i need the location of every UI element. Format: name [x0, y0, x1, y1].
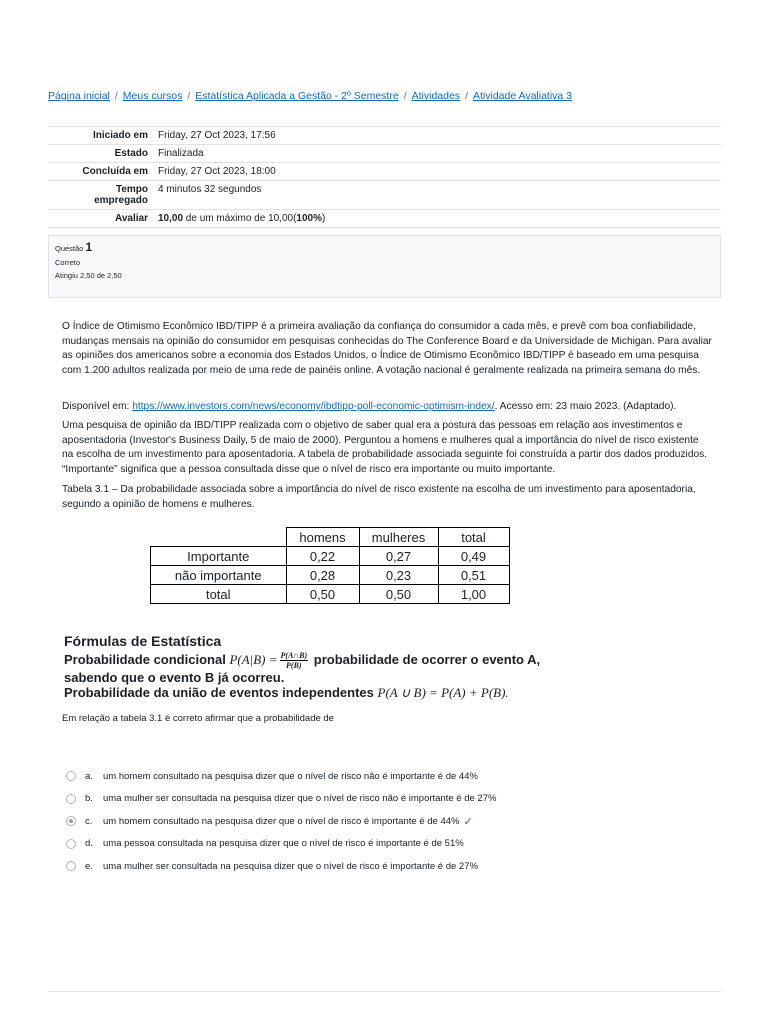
- table-row: [151, 566, 510, 585]
- summary-row-time: [48, 180, 721, 209]
- breadcrumb-assignment-link[interactable]: Atividade Avaliativa 3: [472, 90, 573, 102]
- answer-text: uma pessoa consultada na pesquisa dizer que o nível de risco é importante é de 51%: [103, 838, 464, 850]
- question-info-box: [48, 235, 721, 298]
- conditional-text-line-2: sabendo que o evento B já ocorreu.: [64, 670, 285, 685]
- union-label: Probabilidade da união de eventos independentes: [64, 685, 374, 700]
- completed-label: Concluída em: [82, 166, 148, 177]
- grade-max: de um máximo de 10,00(: [183, 213, 297, 224]
- fraction-numerator: P(A∩B): [280, 651, 308, 660]
- table-cell: 0,50: [359, 585, 438, 604]
- started-value: Friday, 27 Oct 2023, 17:56: [158, 130, 276, 141]
- formulas-block: [64, 633, 704, 700]
- conditional-lhs: P(A|B) =: [229, 651, 278, 667]
- question-number-value: 1: [85, 240, 93, 254]
- time-value: 4 minutos 32 segundos: [158, 184, 262, 195]
- summary-row-grade: [48, 209, 721, 228]
- time-label-line-1: Tempo: [115, 184, 148, 195]
- table-cell: 0,50: [286, 585, 359, 604]
- table-cell: 0,22: [286, 547, 359, 566]
- radio-button[interactable]: [66, 861, 76, 871]
- formulas-title: Fórmulas de Estatística: [64, 633, 222, 649]
- grade-value: [158, 213, 721, 224]
- time-label-line-2: empregado: [94, 195, 148, 206]
- table-row-label: Importante: [151, 547, 287, 566]
- probability-table: [150, 527, 510, 604]
- conditional-text: probabilidade de ocorrer o evento A,: [313, 651, 541, 667]
- table-header: total: [438, 528, 509, 547]
- grade-close: ): [322, 213, 326, 224]
- breadcrumb-course-link[interactable]: Estatística Aplicada a Gestão - 2º Semestre: [195, 90, 399, 102]
- grade-label: Avaliar: [115, 213, 148, 224]
- breadcrumb-separator: /: [187, 90, 191, 102]
- source-paragraph: [62, 400, 712, 415]
- breadcrumb-home-link[interactable]: Página inicial: [48, 90, 110, 102]
- union-expression: P(A ∪ B) = P(A) + P(B).: [377, 685, 509, 700]
- table-row: [151, 585, 510, 604]
- radio-button-selected[interactable]: [66, 816, 76, 826]
- grade-score: 10,00: [158, 213, 184, 224]
- question-number: [55, 240, 720, 254]
- fraction-denominator: P(B): [286, 661, 302, 670]
- table-cell: 0,49: [438, 547, 509, 566]
- answer-letter: d.: [85, 838, 93, 850]
- table-header: mulheres: [359, 528, 438, 547]
- answer-text: uma mulher ser consultada na pesquisa dizer que o nível de risco não é importante é de 27%: [103, 793, 497, 805]
- summary-row-state: [48, 144, 721, 162]
- source-link[interactable]: https://www.investors.com/news/economy/ibdtipp-poll-economic-optimism-index/: [132, 401, 495, 412]
- conditional-fraction: [280, 651, 309, 670]
- survey-paragraph: Uma pesquisa de opinião da IBD/TIPP realizada com o objetivo de saber qual era a postura das pessoas em relação aos investimentos e aposentadoria (Investor's Business Daily, 5 de maio de 2000). Perguntou a homens e mulheres qual a importância do nível de risco existente na escolha de um investimento para aposentadoria. A tabela de probabilidade associada seguinte foi construída a partir dos dados produzidos. “Importante” significa que a pessoa consultada disse que o nível de risco era importante ou muito importante.: [62, 420, 708, 475]
- table-header: homens: [286, 528, 359, 547]
- table-cell: 0,27: [359, 547, 438, 566]
- table-caption: Tabela 3.1 – Da probabilidade associada sobre a importância do nível de risco existente na escolha de um investimento para aposentadoria, segundo a opinião de homens e mulheres.: [62, 484, 696, 510]
- breadcrumb-my-courses-link[interactable]: Meus cursos: [122, 90, 183, 102]
- breadcrumb-activities-link[interactable]: Atividades: [411, 90, 461, 102]
- answer-letter: a.: [85, 770, 93, 782]
- state-value: Finalizada: [158, 148, 204, 159]
- summary-row-started: [48, 126, 721, 144]
- footer-divider: [48, 991, 721, 992]
- table-corner: [151, 528, 287, 547]
- correct-check-icon: ✓: [463, 815, 473, 828]
- conditional-label: Probabilidade condicional: [64, 651, 226, 667]
- grade-percent: 100%: [296, 213, 322, 224]
- table-cell: 1,00: [438, 585, 509, 604]
- source-prefix: Disponível em:: [62, 401, 133, 412]
- question-status: Correto: [55, 258, 81, 267]
- intro-paragraph: O Índice de Otimismo Econômico IBD/TIPP é a primeira avaliação da confiança do consumidor a cada mês, e prevê com boa confiabilidade, mudanças mensais na opinião do consumidor em pesquisas conhecidas do The Conference Board e da Universidade de Michigan. Para avaliar as opiniões dos americanos sobre a economia dos Estados Unidos, o Índice de Otimismo Econômico IBD/TIPP é baseado em uma pesquisa com 1.200 adultos realizada por meio de uma rede de painéis online. A votação nacional é geralmente realizada na primeira semana do mês.: [62, 321, 712, 376]
- answer-text: uma mulher ser consultada na pesquisa dizer que o nível de risco é importante é de 27%: [103, 860, 478, 872]
- started-label: Iniciado em: [92, 130, 148, 141]
- state-label: Estado: [114, 148, 148, 159]
- radio-button[interactable]: [66, 794, 76, 804]
- answer-option-e[interactable]: [66, 855, 496, 878]
- table-row-label: total: [151, 585, 287, 604]
- answer-options: [66, 765, 496, 878]
- answer-option-c[interactable]: [66, 810, 496, 833]
- radio-button[interactable]: [66, 839, 76, 849]
- time-label: [48, 184, 158, 206]
- answer-letter: b.: [85, 793, 93, 805]
- breadcrumb-separator: /: [114, 90, 118, 102]
- answer-text: um homem consultado na pesquisa dizer que o nível de risco é importante é de 44%: [103, 815, 460, 827]
- question-mark: Atingiu 2,50 de 2,50: [55, 271, 122, 280]
- table-cell: 0,28: [286, 566, 359, 585]
- question-text: Em relação a tabela 3.1 é correto afirmar que a probabilidade de: [62, 713, 334, 724]
- answer-text: um homem consultado na pesquisa dizer que o nível de risco não é importante é de 44%: [103, 770, 478, 782]
- breadcrumb: [48, 90, 572, 102]
- table-header-row: [151, 528, 510, 547]
- summary-row-completed: [48, 162, 721, 180]
- table-cell: 0,51: [438, 566, 509, 585]
- completed-value: Friday, 27 Oct 2023, 18:00: [158, 166, 276, 177]
- source-suffix: . Acesso em: 23 maio 2023. (Adaptado).: [494, 401, 677, 412]
- table-cell: 0,23: [359, 566, 438, 585]
- question-prefix: Questão: [55, 244, 84, 253]
- table-row: [151, 547, 510, 566]
- breadcrumb-separator: /: [403, 90, 407, 102]
- conditional-formula: [64, 651, 704, 670]
- table-row-label: não importante: [151, 566, 287, 585]
- radio-button[interactable]: [66, 771, 76, 781]
- answer-letter: c.: [85, 815, 93, 827]
- breadcrumb-separator: /: [465, 90, 468, 102]
- answer-letter: e.: [85, 860, 93, 872]
- answer-option-a[interactable]: [66, 765, 496, 788]
- answer-option-b[interactable]: [66, 788, 496, 811]
- union-formula: [64, 685, 704, 700]
- attempt-summary-table: [48, 126, 721, 228]
- answer-option-d[interactable]: [66, 833, 496, 856]
